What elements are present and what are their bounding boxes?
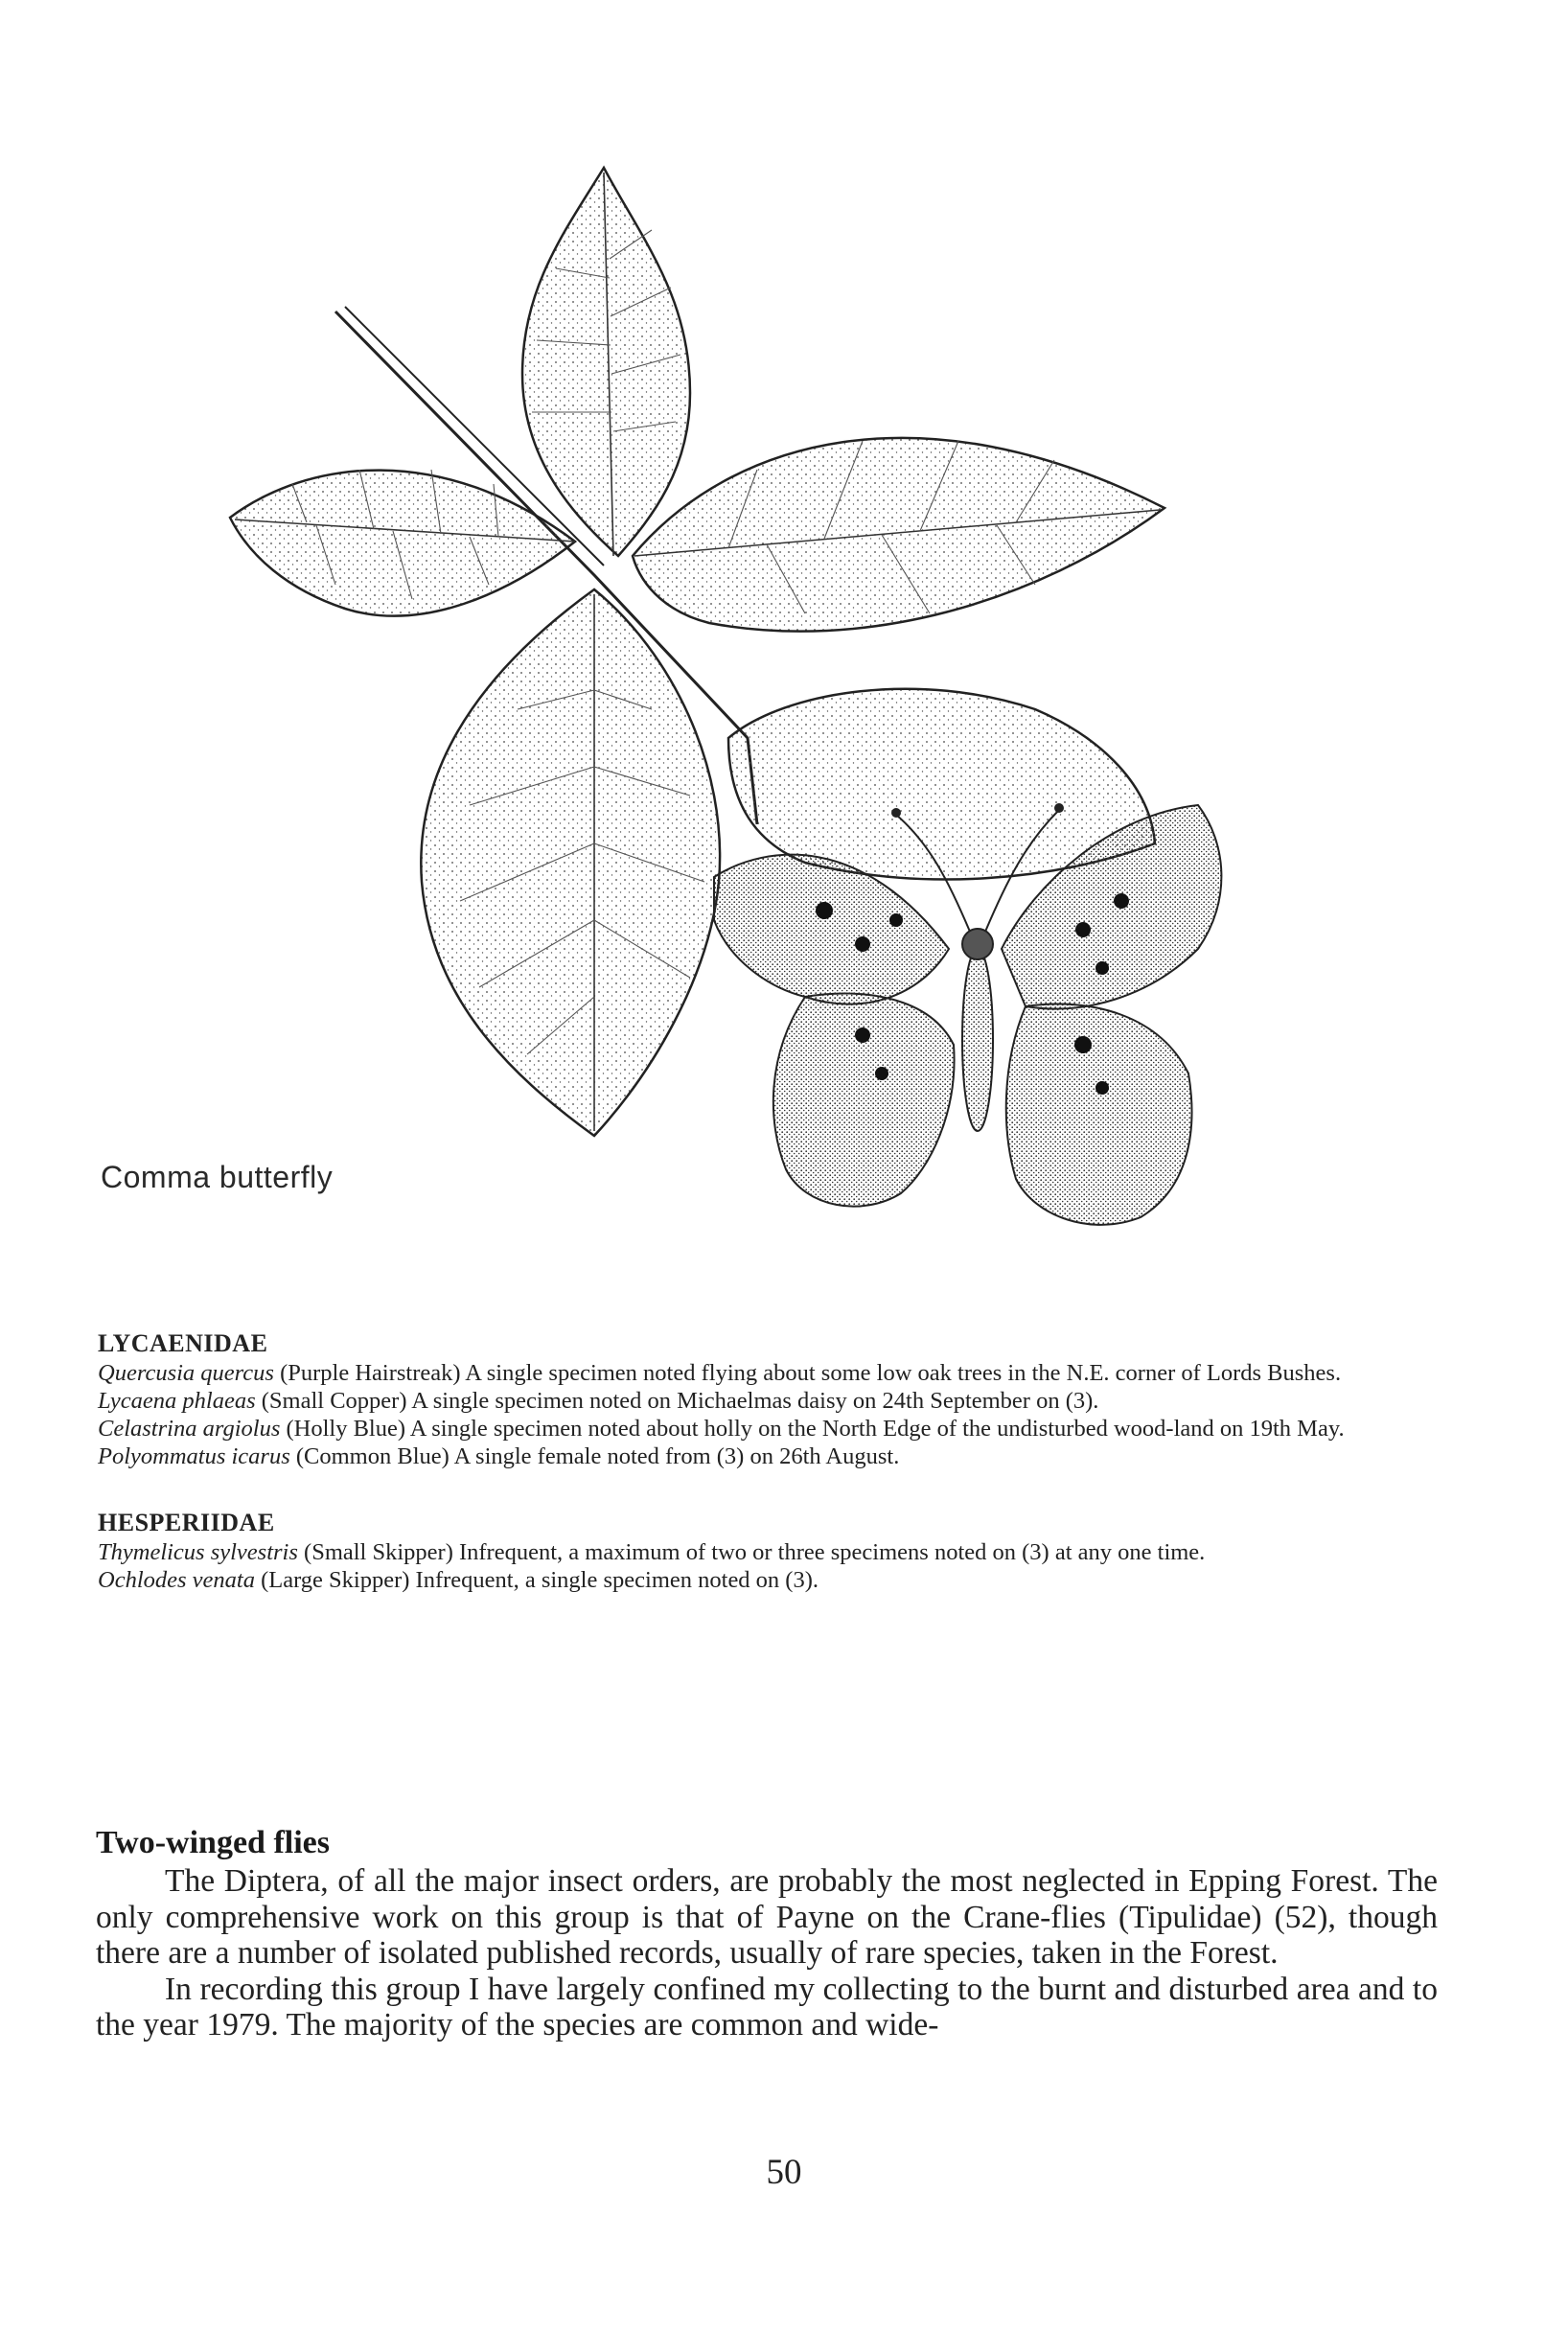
body-paragraph: In recording this group I have largely confined my collecting to the burnt and disturbed area and to the year 1979. The majority of the species are common and wide- bbox=[96, 1971, 1438, 2043]
scientific-name: Thymelicus sylvestris bbox=[98, 1539, 298, 1565]
record-text: (Small Copper) A single specimen noted on Michaelmas daisy on 24th September on (3). bbox=[255, 1388, 1099, 1414]
scientific-name: Ochlodes venata bbox=[98, 1567, 255, 1593]
record-text: (Small Skipper) Infrequent, a maximum of two or three specimens noted on (3) at any one time. bbox=[297, 1539, 1206, 1565]
scientific-name: Polyommatus icarus bbox=[98, 1443, 290, 1469]
illustration-comma-butterfly bbox=[192, 153, 1284, 1246]
species-records bbox=[98, 1330, 1440, 1633]
scientific-name: Lycaena phlaeas bbox=[98, 1388, 256, 1414]
body-paragraph: The Diptera, of all the major insect orders, are probably the most neglected in Epping Forest. The only comprehensive work on this group is that of Payne on the Crane-flies (Tipulidae) (52), though there are a number of isolated published records, usually of rare species, taken in the Forest. bbox=[96, 1863, 1438, 1971]
record-text: (Purple Hairstreak) A single specimen noted flying about some low oak trees in the N.E. corner of Lords Bushes. bbox=[273, 1360, 1342, 1386]
family-heading: LYCAENIDAE bbox=[98, 1329, 268, 1357]
record-text: (Common Blue) A single female noted from (3) on 26th August. bbox=[289, 1443, 900, 1469]
species-record bbox=[98, 1443, 1440, 1469]
leaf-left bbox=[230, 470, 575, 616]
section-two-winged-flies bbox=[96, 1825, 1438, 2043]
leaf-top bbox=[522, 168, 690, 556]
figure-caption: Comma butterfly bbox=[101, 1160, 334, 1194]
family-group-hesperiidae bbox=[98, 1510, 1440, 1593]
species-record bbox=[98, 1388, 1440, 1414]
scientific-name: Quercusia quercus bbox=[98, 1360, 274, 1386]
leaf-right bbox=[633, 438, 1164, 632]
record-text: (Holly Blue) A single specimen noted about holly on the North Edge of the undisturbed wood-land on 19th May. bbox=[280, 1416, 1345, 1442]
family-group-lycaenidae bbox=[98, 1330, 1440, 1469]
family-heading: HESPERIIDAE bbox=[98, 1509, 275, 1536]
species-record bbox=[98, 1567, 1440, 1593]
species-record bbox=[98, 1360, 1440, 1386]
page-number: 50 bbox=[766, 2153, 802, 2192]
species-record bbox=[98, 1539, 1440, 1565]
section-heading: Two-winged flies bbox=[96, 1825, 330, 1860]
record-text: (Large Skipper) Infrequent, a single specimen noted on (3). bbox=[254, 1567, 819, 1593]
leaf-bottom-left bbox=[421, 589, 720, 1136]
species-record bbox=[98, 1416, 1440, 1442]
scientific-name: Celastrina argiolus bbox=[98, 1416, 281, 1442]
